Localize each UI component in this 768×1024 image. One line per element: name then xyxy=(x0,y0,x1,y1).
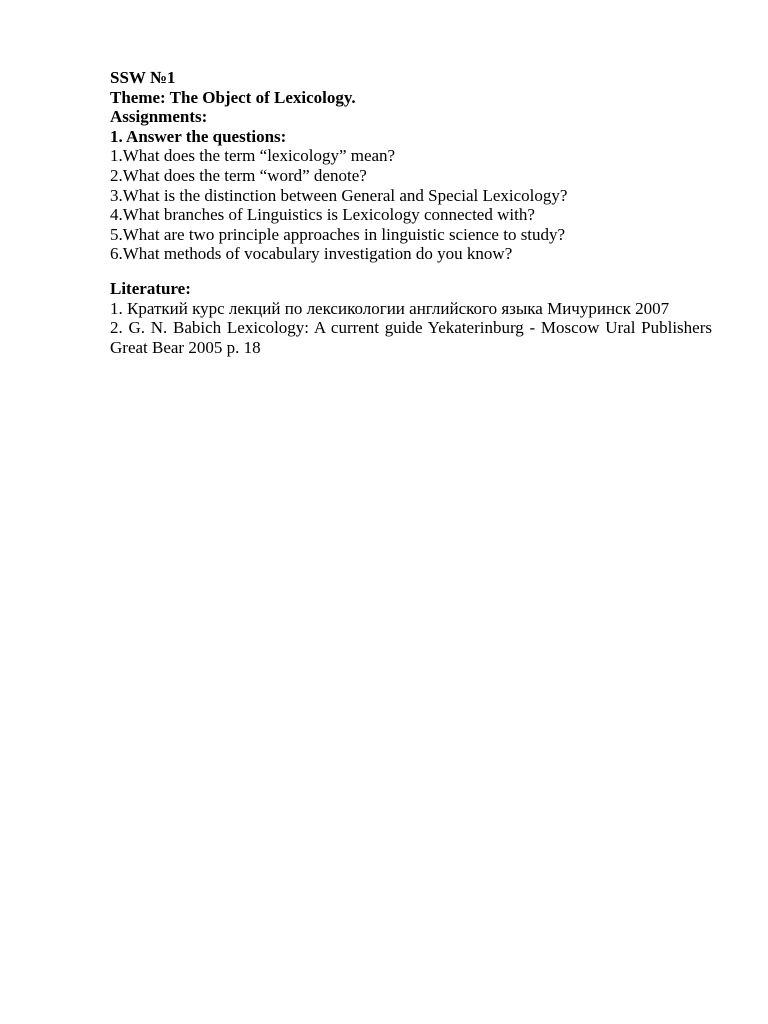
literature-heading: Literature: xyxy=(110,278,191,298)
task-heading: 1. Answer the questions: xyxy=(110,126,287,146)
question-item: 2.What does the term “word” denote? xyxy=(110,165,367,185)
theme-title: Theme: The Object of Lexicology. xyxy=(110,87,356,107)
question-item: 4.What branches of Linguistics is Lexicology connected with? xyxy=(110,205,535,225)
questions-list xyxy=(110,146,712,264)
question-item: 3.What is the distinction between General and Special Lexicology? xyxy=(110,185,568,205)
section-spacer xyxy=(110,264,712,279)
question-item: 1.What does the term “lexicology” mean? xyxy=(110,146,396,166)
question-item: 6.What methods of vocabulary investigation do you know? xyxy=(110,244,513,264)
assignments-heading: Assignments: xyxy=(110,107,208,127)
literature-item: 2. G. N. Babich Lexicology: A current guide Yekaterinburg - Moscow Ural Publishers Great Bear 2005 p. 18 xyxy=(110,318,712,357)
question-item: 5.What are two principle approaches in linguistic science to study? xyxy=(110,224,566,244)
literature-list xyxy=(110,299,712,358)
ssw-number: SSW №1 xyxy=(110,68,176,87)
document-page xyxy=(110,68,712,357)
literature-item: 1. Краткий курс лекций по лексикологии английского языка Мичуринск 2007 xyxy=(110,298,670,318)
